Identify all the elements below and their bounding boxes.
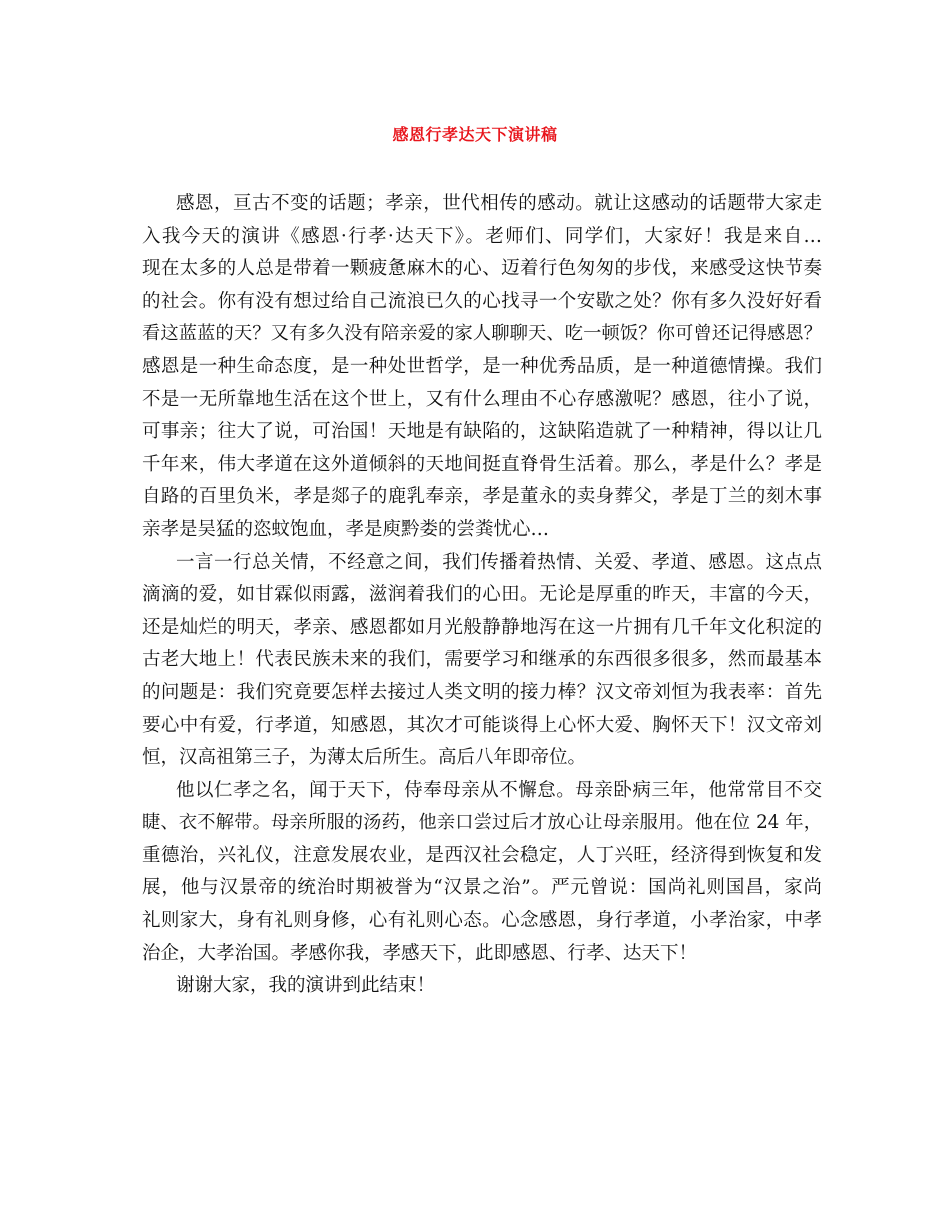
document-body [142, 188, 822, 1003]
paragraph-2 [142, 547, 822, 775]
text-line: 还是灿烂的明天，孝亲、感恩都如月光般静静地泻在这一片拥有几千年文化积淀的 [142, 616, 822, 638]
text-line: 感恩是一种生命态度，是一种处世哲学，是一种优秀品质，是一种道德情操。我们 [142, 355, 822, 377]
document-title: 感恩行孝达天下演讲稿 [392, 125, 558, 144]
text-line: 他以仁孝之名，闻于天下，侍奉母亲从不懈怠。母亲卧病三年，他常常目不交 [176, 779, 822, 801]
text-line: 滴滴的爱，如甘霖似雨露，滋润着我们的心田。无论是厚重的昨天，丰富的今天， [142, 584, 822, 606]
text-line: 礼则家大，身有礼则身修，心有礼则心态。心念感恩，身行孝道，小孝治家，中孝 [142, 910, 822, 932]
text-line: 的社会。你有没有想过给自己流浪已久的心找寻一个安歇之处？你有多久没好好看 [142, 290, 822, 312]
text-line: 展，他与汉景帝的统治时期被誉为“汉景之治”。严元曾说：国尚礼则国昌，家尚 [142, 877, 822, 899]
text-line: 感恩，亘古不变的话题；孝亲，世代相传的感动。就让这感动的话题带大家走 [176, 193, 822, 214]
text-line: 亲孝是吴猛的恣蚊饱血，孝是庾黔娄的尝粪忧心… [142, 518, 550, 540]
text-line: 要心中有爱，行孝道，知感恩，其次才可能谈得上心怀大爱、胸怀天下！汉文帝刘 [142, 714, 822, 736]
text-line: 治企，大孝治国。孝感你我，孝感天下，此即感恩、行孝、达天下！ [142, 942, 698, 964]
text-line: 谢谢大家，我的演讲到此结束！ [176, 975, 436, 997]
text-line: 恒，汉高祖第三子，为薄太后所生。高后八年即帝位。 [142, 747, 587, 769]
text-line: 千年来，伟大孝道在这外道倾斜的天地间挺直脊骨生活着。那么，孝是什么？孝是 [142, 453, 822, 475]
paragraph-1 [142, 188, 822, 547]
paragraph-3 [142, 775, 822, 971]
text-line: 现在太多的人总是带着一颗疲惫麻木的心、迈着行色匆匆的步伐，来感受这快节奏 [142, 258, 822, 280]
paragraph-4 [142, 970, 822, 1003]
text-line: 的问题是：我们究竟要怎样去接过人类文明的接力棒？汉文帝刘恒为我表率：首先 [142, 681, 822, 703]
text-line: 自路的百里负米，孝是郯子的鹿乳奉亲，孝是董永的卖身葬父，孝是丁兰的刻木事 [142, 486, 822, 508]
text-line: 可事亲；往大了说，可治国！天地是有缺陷的，这缺陷造就了一种精神，得以让几 [142, 421, 822, 443]
text-line: 看这蓝蓝的天？又有多久没有陪亲爱的家人聊聊天、吃一顿饭？你可曾还记得感恩？ [142, 323, 822, 345]
text-line: 睫、衣不解带。母亲所服的汤药，他亲口尝过后才放心让母亲服用。他在位 24 年， [142, 812, 822, 834]
text-line: 古老大地上！代表民族未来的我们，需要学习和继承的东西很多很多，然而最基本 [142, 649, 822, 671]
text-line: 重德治，兴礼仪，注意发展农业，是西汉社会稳定，人丁兴旺，经济得到恢复和发 [142, 844, 822, 866]
text-line: 一言一行总关情，不经意之间，我们传播着热情、关爱、孝道、感恩。这点点 [176, 551, 822, 573]
text-line: 入我今天的演讲《感恩·行孝·达天下》。老师们、同学们，大家好！我是来自… [142, 225, 822, 247]
text-line: 不是一无所靠地生活在这个世上，又有什么理由不心存感激呢？感恩，往小了说， [142, 388, 822, 410]
